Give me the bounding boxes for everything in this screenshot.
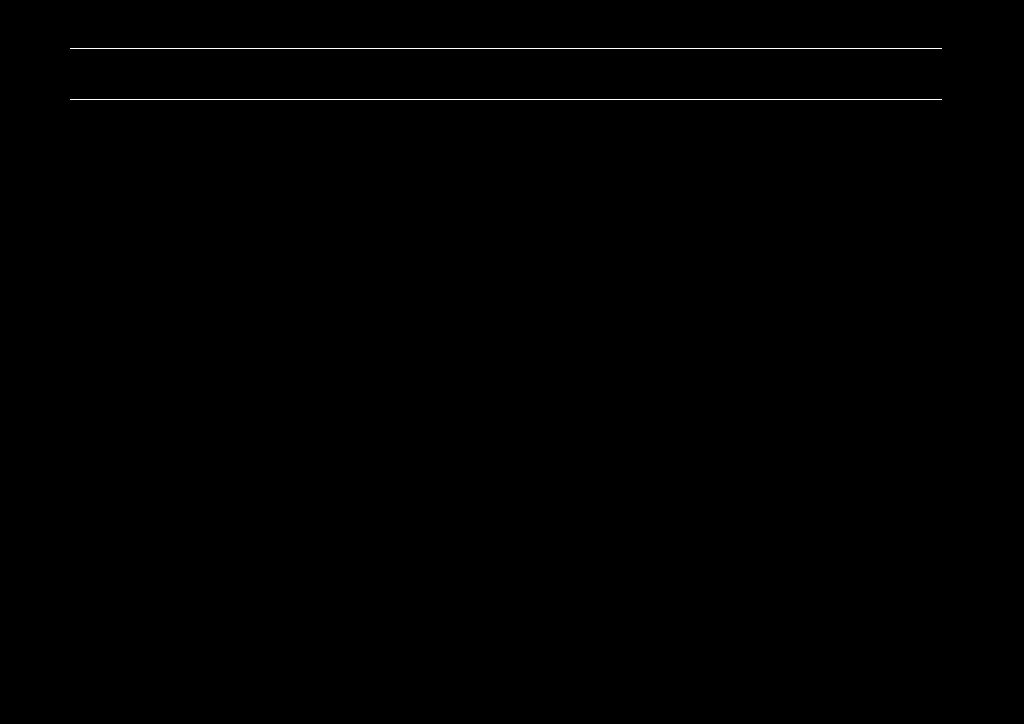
phase-3-header [860, 51, 938, 57]
table-header [70, 48, 942, 100]
phase-2-header [778, 51, 856, 57]
phase-1-header [696, 51, 774, 57]
hazard-table [70, 48, 942, 100]
